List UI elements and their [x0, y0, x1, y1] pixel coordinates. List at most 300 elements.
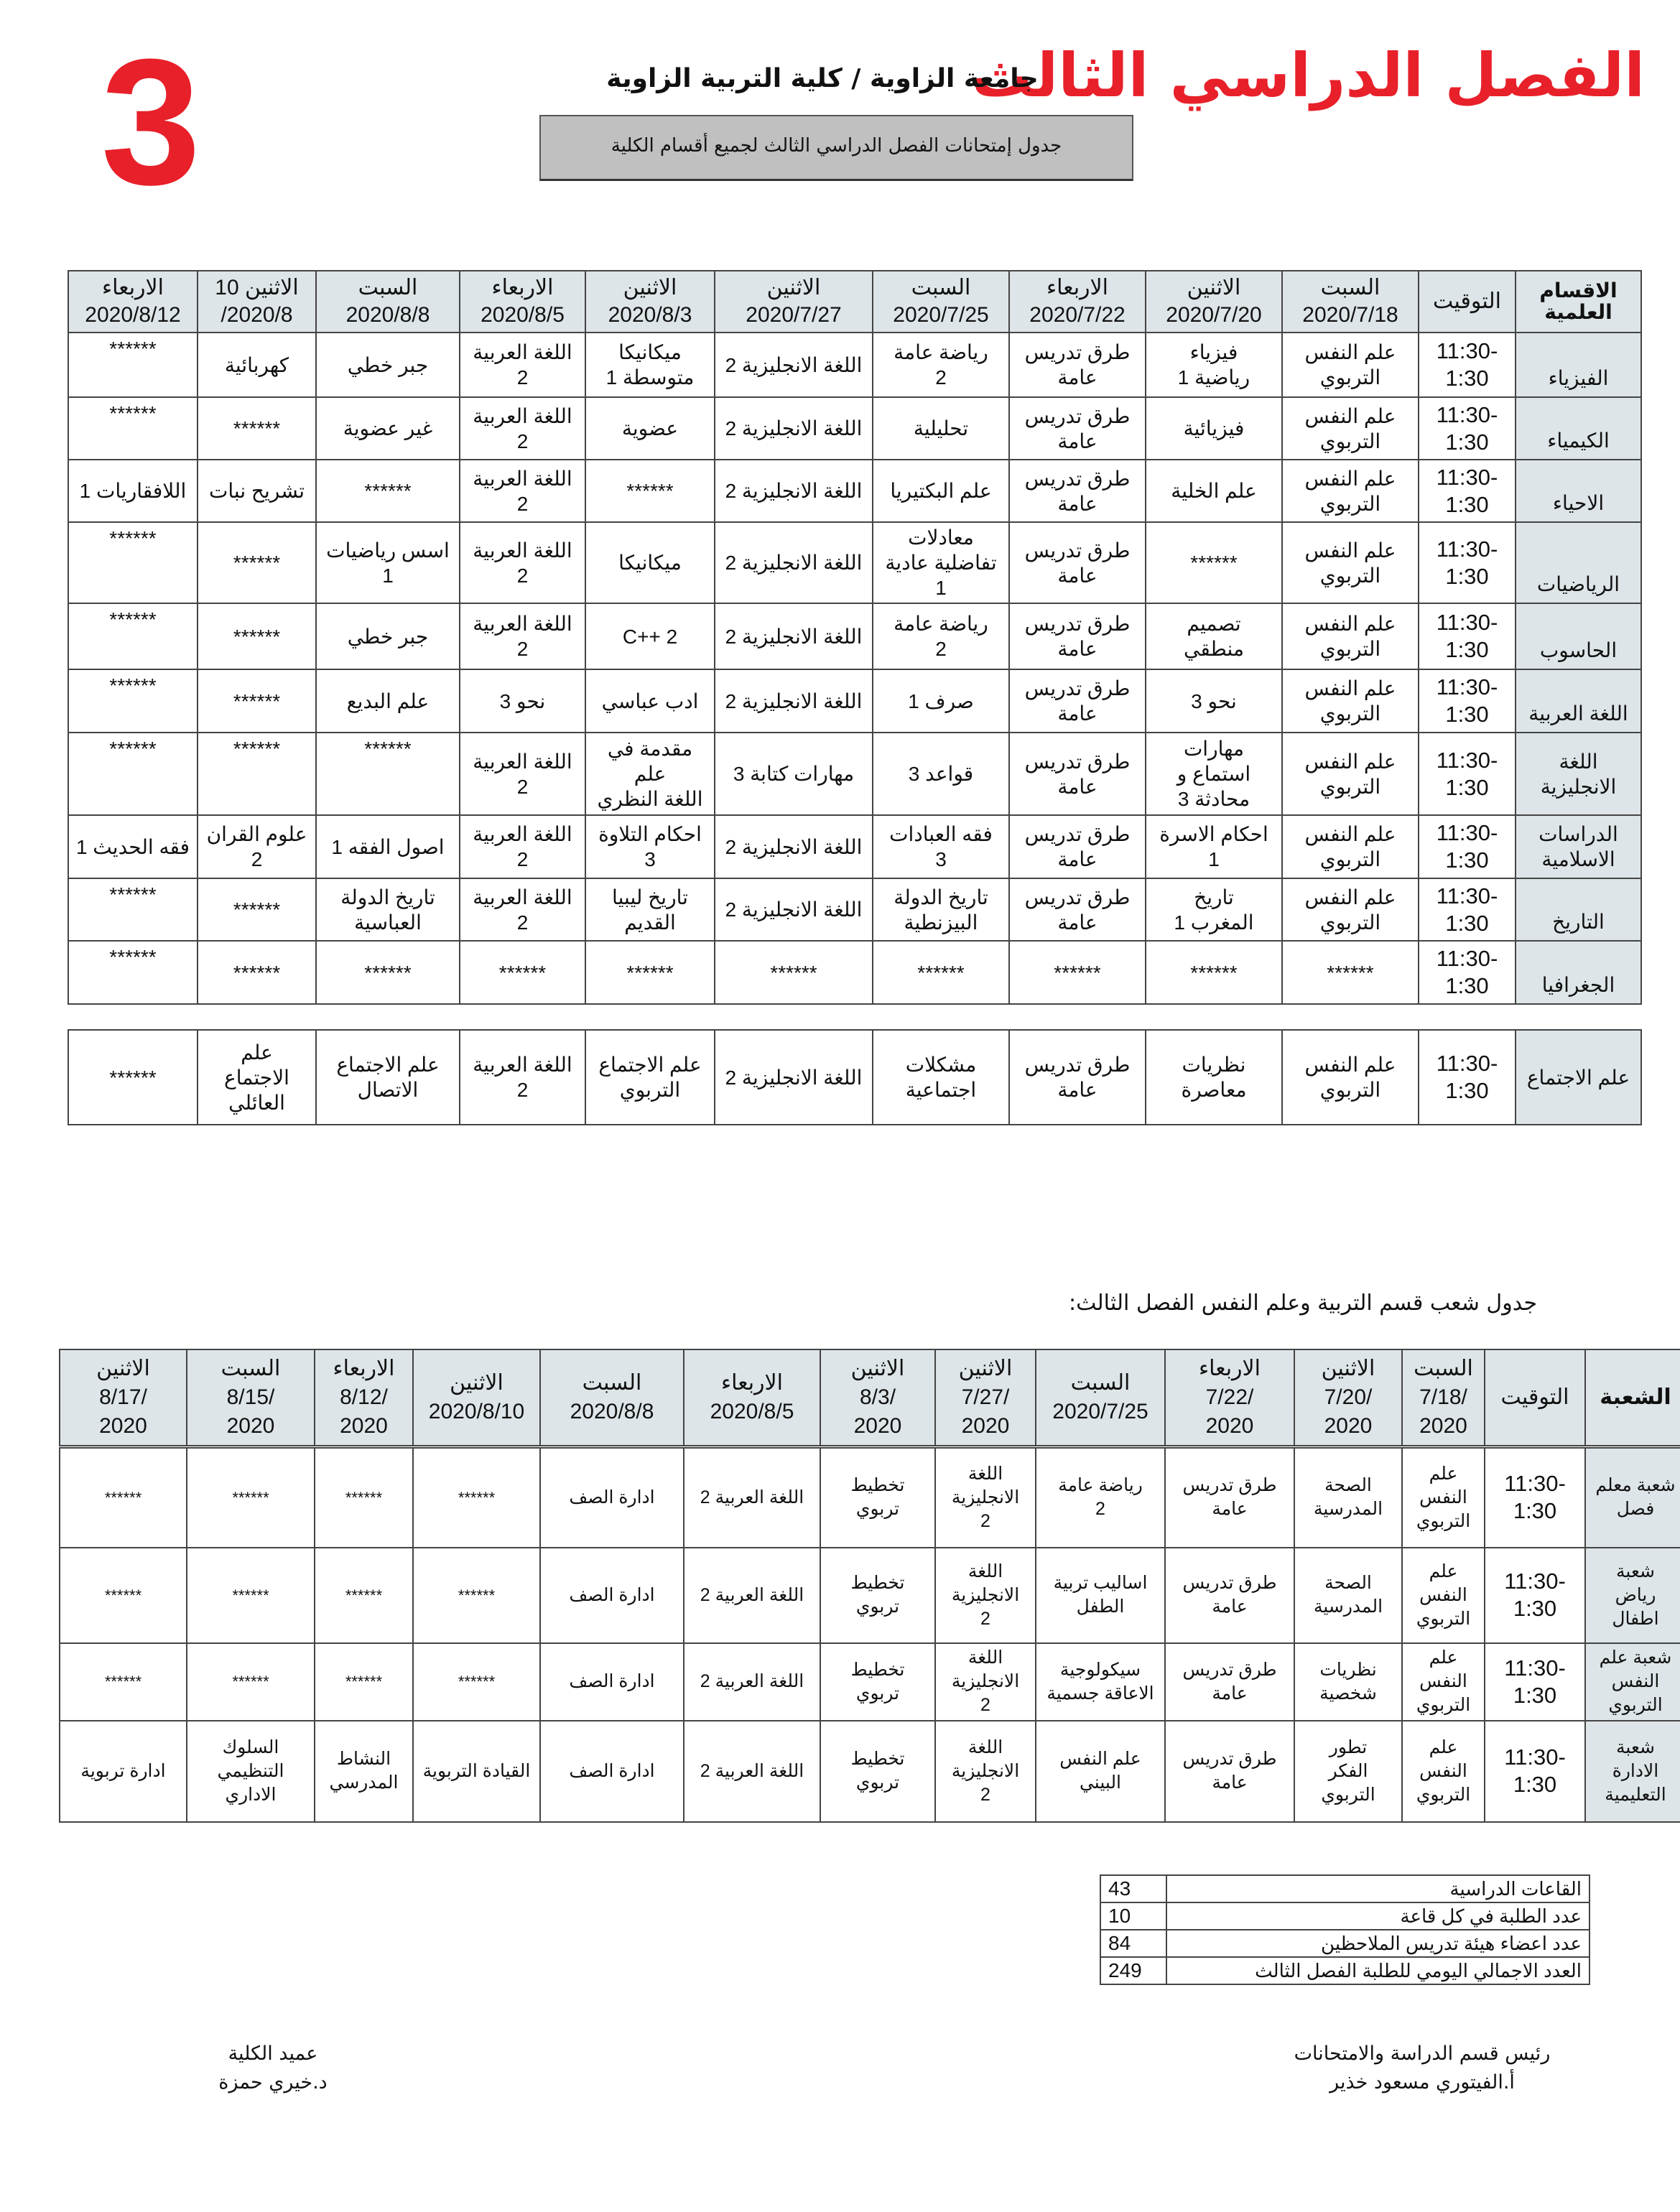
cell-line: استماع و [1177, 763, 1251, 785]
education-branches-exam-table [59, 1349, 1680, 1823]
cell-line: ****** [109, 527, 157, 549]
cell-line: ادارة الصف [569, 1487, 655, 1507]
cell-line: ****** [109, 338, 157, 360]
cell-line: الاثنين 10 [215, 276, 299, 299]
cell-line: ****** [109, 608, 157, 631]
cell-line: اطفال [1612, 1608, 1659, 1629]
cell-line: ****** [364, 961, 412, 984]
exam-cell [198, 878, 316, 941]
cell-line: القديم [624, 911, 676, 934]
cell-line: ****** [345, 1586, 383, 1604]
cell-line: معادلات [908, 526, 974, 549]
cell-line: 2020 [99, 1414, 147, 1438]
exam-cell [1009, 669, 1146, 733]
exam-cell [684, 1721, 820, 1822]
cell-line: 1:30 [1445, 702, 1489, 727]
time-cell [1485, 1721, 1585, 1822]
header-date [873, 271, 1009, 333]
cell-line: ****** [109, 883, 157, 906]
exam-cell [585, 1030, 715, 1125]
table-row [68, 878, 1641, 941]
cell-line: ****** [233, 625, 281, 648]
cell-line: ****** [233, 738, 281, 760]
cell-line: اللغة [967, 1737, 1003, 1757]
exam-cell [873, 333, 1009, 397]
exam-cell [1165, 1447, 1294, 1548]
cell-line: الاجتماع [224, 1066, 289, 1089]
cell-line: ****** [498, 961, 547, 984]
cell-line: الاحياء [1552, 492, 1605, 514]
cell-line: الاثنين [958, 1357, 1013, 1380]
exam-cell [585, 878, 715, 941]
cell-line: /8/12 [340, 1385, 388, 1409]
exam-cell [1282, 878, 1419, 941]
cell-line: السبت [1320, 276, 1380, 299]
cell-line: شعبة علم [1599, 1648, 1672, 1668]
cell-line: ****** [233, 689, 281, 712]
cell-line: التنظيمي [217, 1760, 284, 1781]
header-date [198, 271, 316, 333]
exam-cell [316, 733, 460, 815]
cell-line: 2 [935, 638, 947, 660]
cell-line: عامة [1212, 1499, 1248, 1520]
cell-line: التعليمية [1605, 1784, 1666, 1805]
exam-cell [1009, 603, 1146, 669]
cell-line: علم [1429, 1561, 1458, 1581]
cell-line: علم النفس [1304, 886, 1396, 908]
cell-line: احكام التلاوة [598, 823, 702, 845]
cell-line: التربوي [1319, 848, 1381, 870]
cell-line: 2020 [853, 1414, 902, 1438]
header-date [1146, 271, 1282, 333]
exam-cell [540, 1721, 684, 1822]
exam-cell [68, 460, 198, 522]
cell-line: 2020/8/5 [481, 303, 565, 327]
cell-line: اللغة الانجليزية 2 [725, 898, 863, 921]
cell-line: شعبة معلم [1595, 1475, 1676, 1496]
cell-line: مهارات كتابة 3 [733, 763, 855, 785]
stats-value: 10 [1100, 1902, 1166, 1930]
cell-line: تخطيط [850, 1573, 905, 1593]
cell-line: 2 [251, 848, 263, 870]
header-date [315, 1349, 413, 1447]
exam-cell [715, 669, 873, 733]
cell-line: 2020/8/10 [428, 1400, 525, 1423]
cell-line: عامة [1212, 1772, 1248, 1793]
cell-line: 2020 [1205, 1414, 1254, 1438]
cell-line: رياض [1615, 1584, 1656, 1605]
header-date [187, 1349, 315, 1447]
cell-line: 2 [1095, 1499, 1105, 1520]
cell-line: طرق تدريس [1024, 750, 1131, 773]
exam-cell [1146, 397, 1282, 460]
table-header-row [68, 271, 1641, 333]
branch-cell [1585, 1548, 1680, 1643]
cell-line: عامة [1057, 564, 1097, 587]
cell-line: شخصية [1319, 1683, 1377, 1704]
cell-line: احكام الاسرة [1159, 823, 1268, 845]
exam-cell [460, 1030, 585, 1125]
cell-line: 2020/8/ [221, 303, 293, 327]
exam-cell [187, 1721, 315, 1822]
department-cell [1516, 333, 1641, 397]
cell-line: علم [1429, 1463, 1458, 1484]
exam-cell [60, 1721, 187, 1822]
exam-cell [460, 460, 585, 522]
table-row [60, 1643, 1680, 1721]
cell-line: ****** [345, 1673, 383, 1691]
stats-table [1100, 1874, 1590, 1985]
exam-cell [187, 1447, 315, 1548]
cell-line: 11:30- [1504, 1471, 1566, 1497]
exam-cell [198, 1030, 316, 1125]
cell-line: السبت [1070, 1371, 1131, 1395]
cell-line: النشاط [336, 1749, 391, 1769]
cell-line: علم الاجتماع [1526, 1066, 1630, 1089]
exam-cell [68, 333, 198, 397]
cell-line: علم [1429, 1648, 1458, 1668]
cell-line: /7/20 [1324, 1385, 1373, 1409]
cell-line: /8/3 [859, 1385, 896, 1409]
cell-line: النفس [1419, 1760, 1467, 1781]
time-cell [1485, 1548, 1585, 1643]
cell-line: محادثة 3 [1177, 788, 1250, 810]
cell-line: علم النفس [1304, 750, 1396, 773]
cell-line: /7/22 [1205, 1385, 1254, 1409]
cell-line: 2 [980, 1608, 990, 1629]
cell-line: 1:30 [1445, 973, 1489, 998]
cell-line: عامة [1212, 1597, 1248, 1617]
cell-line: 2020/8/12 [85, 303, 181, 327]
table-row [68, 333, 1641, 397]
time-cell [1419, 669, 1516, 733]
header-date [585, 271, 715, 333]
department-cell [1516, 878, 1641, 941]
cell-line: قواعد 3 [908, 763, 974, 785]
cell-line: /8/15 [226, 1385, 275, 1409]
cell-line: 1:30 [1445, 774, 1489, 800]
department-cell [1516, 460, 1641, 522]
exam-cell [1146, 815, 1282, 878]
exam-cell [715, 941, 873, 1004]
cell-line: التربوي [1416, 1510, 1471, 1531]
cell-line: 2 [935, 366, 947, 389]
time-cell [1419, 815, 1516, 878]
cell-line: 11:30- [1504, 1655, 1566, 1681]
cell-line: اللغة الانجليزية 2 [725, 417, 863, 440]
exam-cell [715, 815, 873, 878]
exam-cell [316, 941, 460, 1004]
exam-cell [935, 1721, 1036, 1822]
cell-line: علم النفس [1304, 404, 1396, 427]
cell-line: البيزنطية [904, 911, 978, 934]
cell-line: ****** [232, 1673, 269, 1691]
cell-line: 1 [935, 577, 947, 599]
table-row [68, 603, 1641, 669]
cell-line: اجتماعية [905, 1079, 977, 1101]
cell-line: نحو 3 [1191, 689, 1237, 712]
table-row [68, 733, 1641, 815]
signature-dean [158, 2040, 388, 2104]
cell-line: 2 [516, 492, 529, 515]
header-date [316, 271, 460, 333]
stats-label: عدد اعضاء هيئة تدريس الملاحظين [1166, 1930, 1589, 1957]
cell-line: اللغة العربية 2 [700, 1584, 804, 1605]
cell-line: ادارة الصف [569, 1671, 655, 1691]
exam-cell [68, 941, 198, 1004]
exam-cell [315, 1447, 413, 1548]
cell-line: الحاسوب [1539, 639, 1618, 661]
semester-title: الفصل الدراسي الثالث [971, 40, 1645, 111]
cell-line: الفكر [1328, 1760, 1368, 1781]
cell-line: النفس [1611, 1671, 1660, 1691]
cell-line: مشكلات [905, 1054, 977, 1076]
cell-line: التربوي [1608, 1695, 1663, 1715]
cell-line: ****** [770, 961, 817, 984]
cell-line: رياضية 1 [1177, 366, 1250, 389]
cell-line: 2 [980, 1695, 990, 1715]
header-time: التوقيت [1419, 271, 1516, 333]
cell-line: 1 [1208, 848, 1220, 870]
table-row [68, 1030, 1641, 1125]
exam-cell [820, 1643, 935, 1721]
table-row [68, 941, 1641, 1004]
cell-line: /7/18 [1419, 1385, 1467, 1409]
cell-line: 11:30- [1436, 946, 1498, 971]
department-cell [1516, 1030, 1641, 1125]
exam-cell [68, 397, 198, 460]
cell-line: علم النفس [1059, 1749, 1141, 1769]
cell-line: 11:30- [1504, 1569, 1566, 1594]
cell-line: C++ 2 [622, 625, 678, 648]
cell-line: اساليب تربية [1053, 1573, 1148, 1593]
cell-line: طرق تدريس [1024, 1054, 1131, 1076]
cell-line: ****** [1190, 552, 1238, 574]
exam-cell [585, 815, 715, 878]
exam-cell [460, 878, 585, 941]
cell-line: ادارة الصف [569, 1584, 655, 1605]
header-date [684, 1349, 820, 1447]
cell-line: نظريات [1182, 1054, 1246, 1076]
signature-title: رئيس قسم الدراسة والامتحانات [1294, 2043, 1551, 2065]
cell-line: ****** [109, 1066, 157, 1089]
cell-line: طرق تدريس [1024, 677, 1131, 700]
exam-cell [187, 1548, 315, 1643]
table-row [68, 522, 1641, 603]
exam-cell [68, 733, 198, 815]
cell-line: ****** [626, 480, 674, 502]
exam-cell [413, 1721, 540, 1822]
cell-line: التربوي [1416, 1608, 1471, 1629]
exam-cell [585, 460, 715, 522]
cell-line: عامة [1057, 848, 1097, 870]
signature-exams-head [1271, 2040, 1573, 2104]
cell-line: ميكانيكا [618, 341, 682, 363]
cell-line: الادارة [1612, 1760, 1659, 1781]
cell-line: الاسلامية [1541, 848, 1615, 870]
cell-line: رياضة عامة [1058, 1475, 1143, 1496]
cell-line: 2020/7/25 [1052, 1400, 1148, 1423]
cell-line: 1:30 [1445, 366, 1489, 391]
cell-line: 1:30 [1513, 1498, 1557, 1524]
cell-line: 2020 [1419, 1414, 1467, 1438]
cell-line: 3 [935, 848, 947, 870]
department-cell [1516, 669, 1641, 733]
exam-cell [715, 522, 873, 603]
cell-line: 11:30- [1436, 464, 1498, 490]
exam-cell [820, 1721, 935, 1822]
cell-line: ****** [232, 1488, 269, 1507]
cell-line: تحليلية [913, 417, 969, 440]
cell-line: طرق تدريس [1182, 1749, 1277, 1769]
cell-line: تربوي [855, 1683, 900, 1704]
cell-line: طرق تدريس [1024, 823, 1131, 845]
cell-line: تاريخ ليبيا [612, 886, 688, 908]
cell-line: اللغة العربية [473, 467, 572, 490]
cell-line: طرق تدريس [1182, 1475, 1277, 1496]
cell-line: تصميم [1187, 613, 1241, 635]
time-cell [1419, 522, 1516, 603]
cell-line: ميكانيكا [618, 552, 682, 574]
cell-line: اللغة الانجليزية 2 [725, 552, 863, 574]
cell-line: 1:30 [1445, 910, 1489, 936]
exam-cell [187, 1643, 315, 1721]
cell-line: التربوي [1416, 1784, 1471, 1805]
exam-cell [1036, 1721, 1165, 1822]
cell-line: ****** [233, 898, 281, 921]
cell-line: تشريح نبات [209, 480, 305, 502]
cell-line: مقدمة في علم [607, 738, 693, 785]
cell-line: ****** [626, 961, 674, 984]
branch-cell [1585, 1721, 1680, 1822]
exam-cell [1009, 878, 1146, 941]
cell-line: ****** [109, 402, 157, 424]
exam-cell [1282, 1030, 1419, 1125]
cell-line: عامة [1057, 775, 1097, 798]
cell-line: البيني [1079, 1772, 1122, 1793]
cell-line: التربوي [1319, 911, 1381, 934]
header-date [1036, 1349, 1165, 1447]
table-row [68, 397, 1641, 460]
exam-cell [540, 1643, 684, 1721]
cell-line: القيادة التربوية [422, 1760, 531, 1781]
time-cell [1419, 733, 1516, 815]
cell-line: 1:30 [1445, 491, 1489, 517]
cell-line: علم الخلية [1171, 480, 1257, 502]
signature-name: د.خيري حمزة [218, 2071, 328, 2094]
exam-cell [1009, 815, 1146, 878]
cell-line: الجغرافيا [1541, 974, 1615, 996]
cell-line: 1:30 [1445, 637, 1489, 662]
cell-line: السبت [221, 1357, 281, 1380]
exam-cell [68, 522, 198, 603]
cell-line: 2 [516, 848, 529, 870]
exam-cell [1009, 522, 1146, 603]
exam-cell [1282, 815, 1419, 878]
cell-line: جبر خطي [347, 353, 429, 376]
cell-line: 2 [980, 1510, 990, 1531]
cell-line: طرق تدريس [1024, 886, 1131, 908]
cell-line: علم النفس [1304, 467, 1396, 490]
cell-line: النفس [1419, 1584, 1467, 1605]
cell-line: المدرسي [329, 1772, 399, 1793]
cell-line: عامة [1057, 429, 1097, 452]
cell-line: التربوي [1319, 366, 1381, 389]
exam-cell [316, 878, 460, 941]
header-date [1009, 271, 1146, 333]
cell-line: 1:30 [1445, 429, 1489, 455]
cell-line: السبت [911, 276, 971, 299]
cell-line: الاثنين [450, 1371, 503, 1395]
cell-line: 1:30 [1445, 563, 1489, 589]
cell-line: علم النفس [1304, 677, 1396, 700]
exam-cell [684, 1643, 820, 1721]
cell-line: الفيزياء [1548, 367, 1609, 389]
cell-line: الدراسات [1539, 823, 1618, 845]
cell-line: ****** [109, 674, 157, 697]
exam-cell [1146, 603, 1282, 669]
exam-cell [873, 878, 1009, 941]
cell-line: السلوك [222, 1737, 279, 1757]
cell-line: تاريخ الدولة [894, 886, 988, 908]
cell-line: 1:30 [1513, 1682, 1557, 1708]
cell-line: طرق تدريس [1024, 613, 1131, 635]
cell-line: اللغة الانجليزية 2 [725, 353, 863, 376]
cell-line: تخطيط [850, 1475, 905, 1496]
cell-line: ****** [917, 961, 965, 984]
cell-line: عامة [1057, 911, 1097, 934]
cell-line: اللغة العربية 2 [700, 1487, 804, 1507]
cell-line: ****** [1054, 961, 1101, 984]
exam-cell [1402, 1447, 1485, 1548]
exam-cell [413, 1548, 540, 1643]
cell-line: التربوي [1416, 1695, 1471, 1715]
stats-row [1100, 1930, 1589, 1957]
cell-line: 2 [516, 775, 529, 798]
cell-line: متوسطة 1 [605, 366, 695, 389]
header-time: التوقيت [1485, 1349, 1585, 1447]
exam-cell [68, 815, 198, 878]
exam-cell [715, 397, 873, 460]
table-row [68, 815, 1641, 878]
cell-line: عامة [1212, 1683, 1248, 1704]
cell-line: 2020/7/22 [1029, 303, 1126, 327]
cell-line: التربوي [1319, 564, 1381, 587]
exam-cell [585, 603, 715, 669]
exam-cell [198, 603, 316, 669]
exam-cell [413, 1447, 540, 1548]
cell-line: 2020/7/20 [1166, 303, 1262, 327]
education-branches-caption: جدول شعب قسم التربية وعلم النفس الفصل الثالث: [1068, 1291, 1537, 1316]
signature-title: عميد الكلية [228, 2043, 318, 2065]
cell-line: السبت [358, 276, 418, 299]
exam-cell [873, 397, 1009, 460]
exam-cell [1402, 1548, 1485, 1643]
exam-cell [198, 733, 316, 815]
cell-line: طرق تدريس [1024, 341, 1131, 363]
exam-cell [198, 669, 316, 733]
cell-line: ****** [233, 552, 281, 574]
exam-cell [873, 815, 1009, 878]
cell-line: المغرب 1 [1174, 911, 1254, 934]
header-date [820, 1349, 935, 1447]
exam-cell [1282, 733, 1419, 815]
cell-line: 11:30- [1436, 1051, 1498, 1076]
cell-line: اللغة العربية [473, 823, 572, 845]
cell-line: عامة [1057, 492, 1097, 515]
cell-line: الاربعاء [333, 1357, 395, 1380]
cell-line: اللغة العربية [473, 750, 572, 773]
